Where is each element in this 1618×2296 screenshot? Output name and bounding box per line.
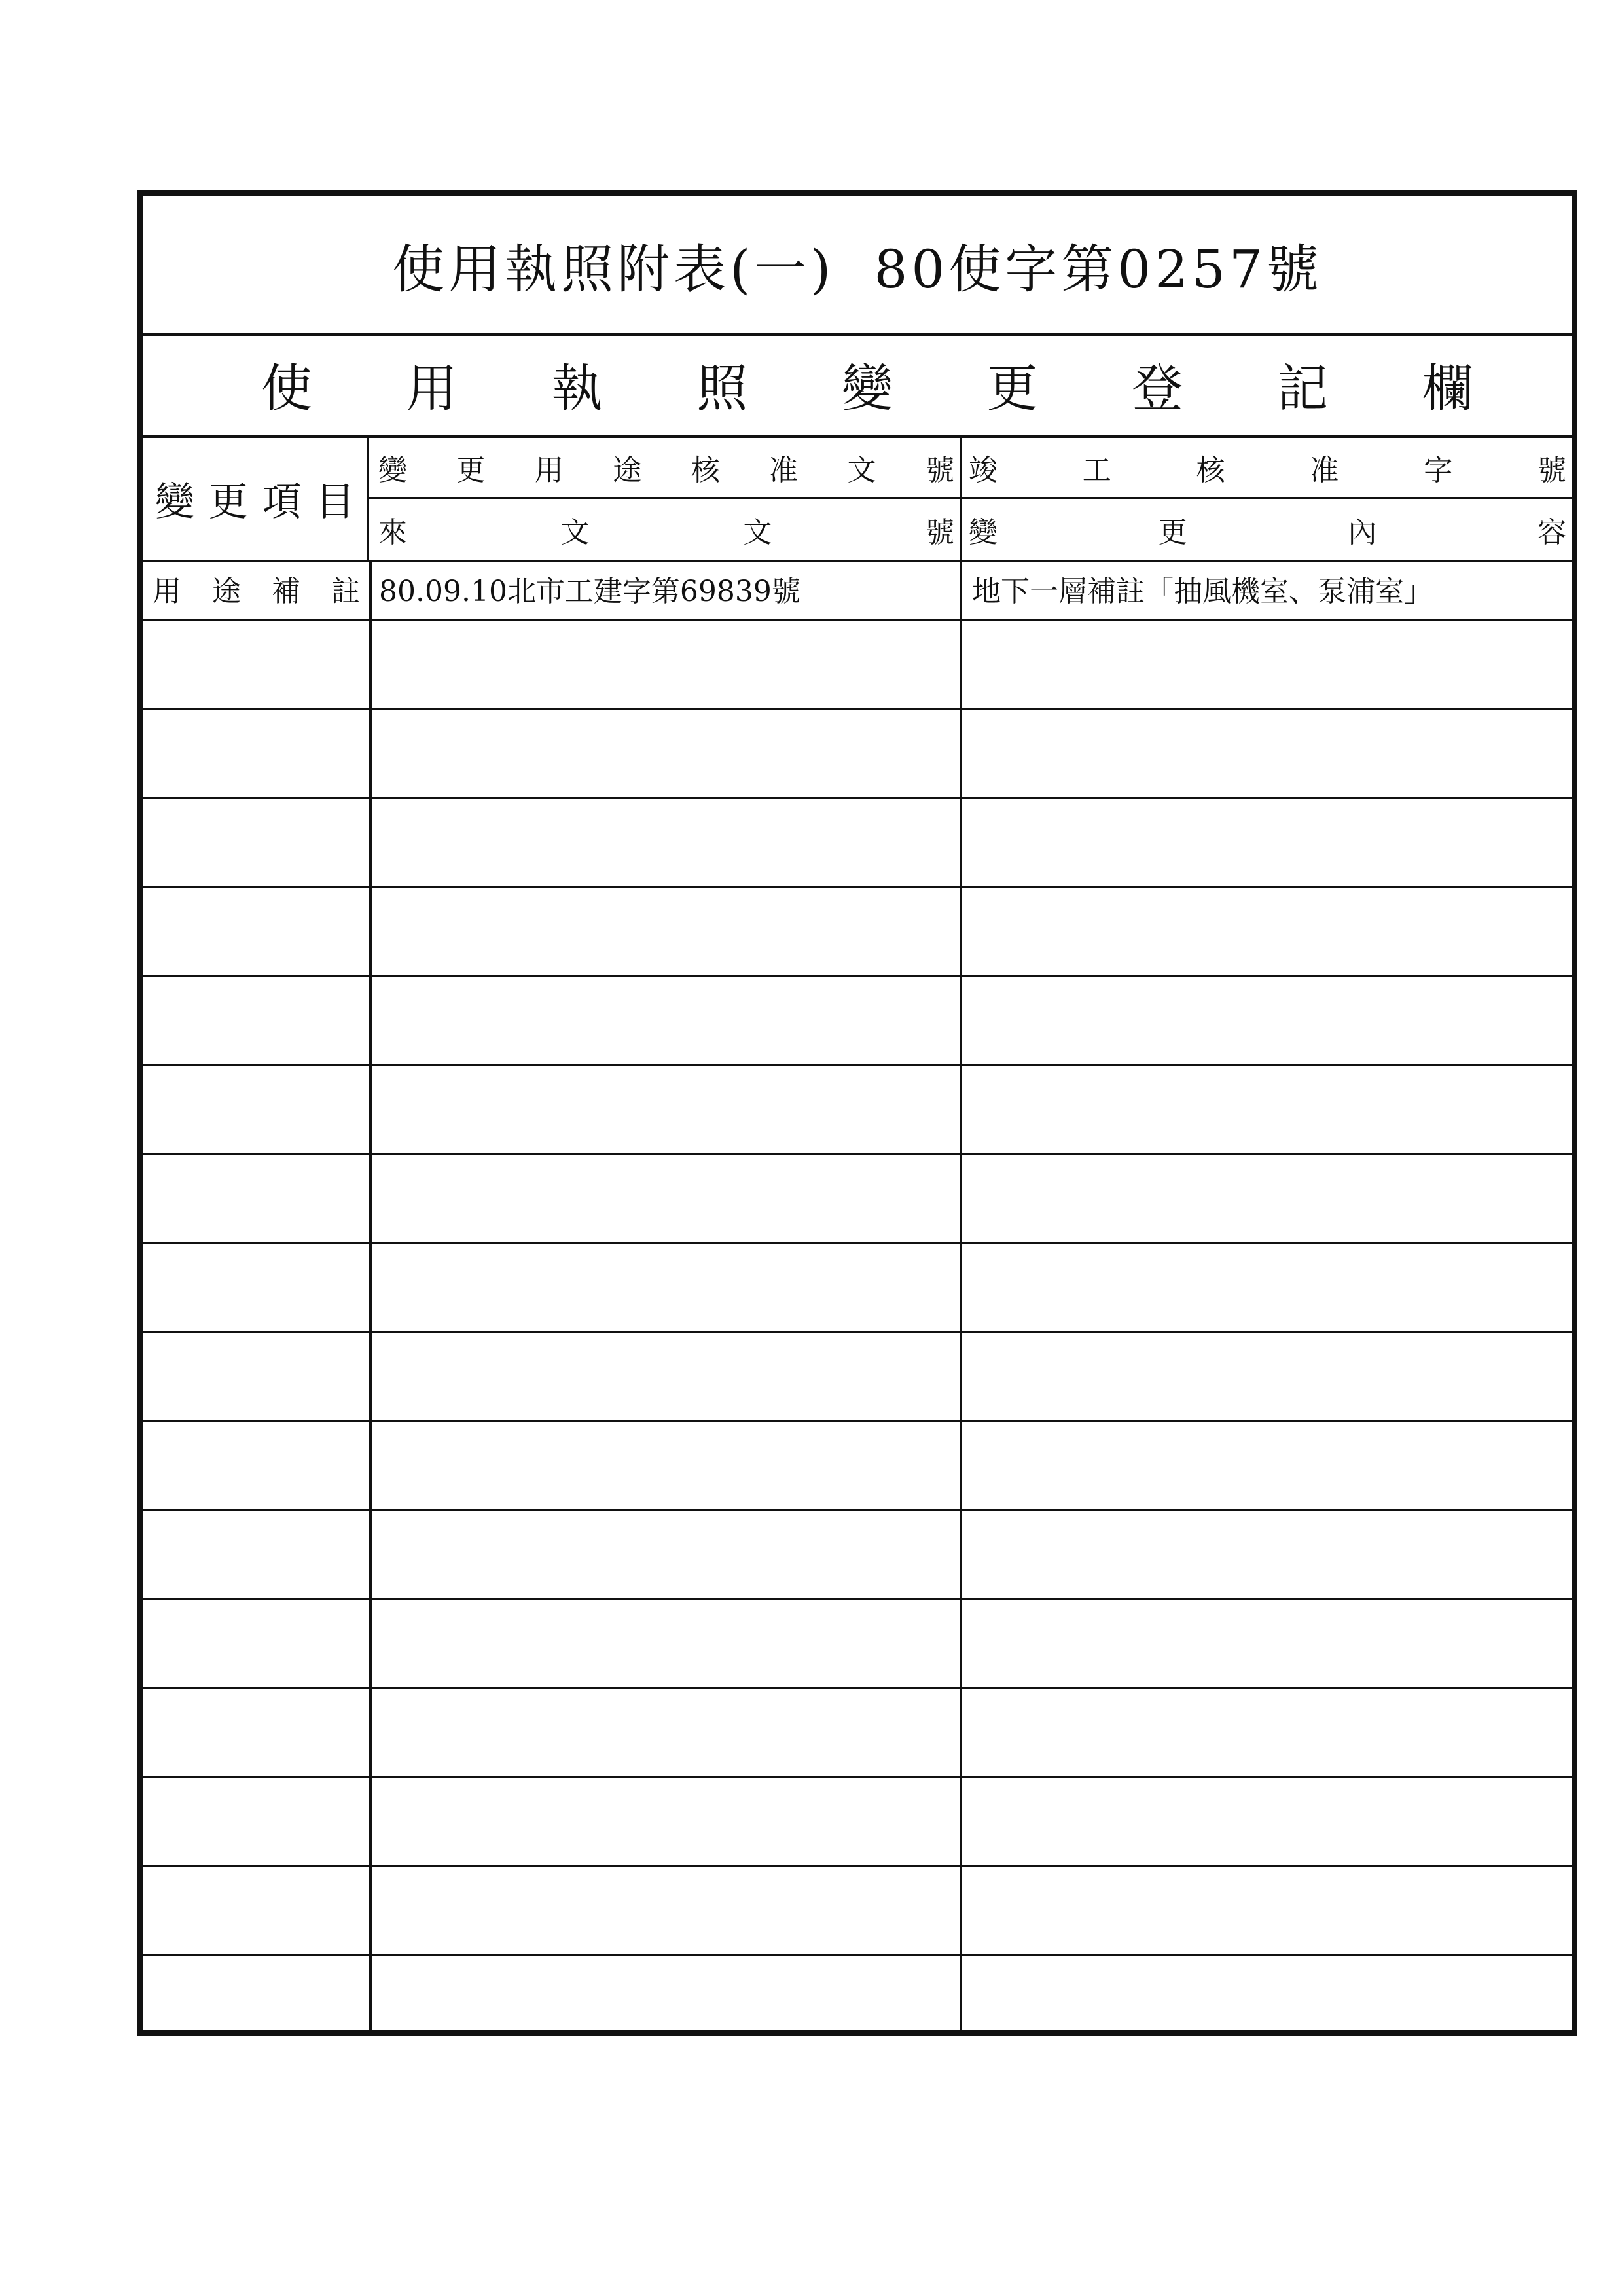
heading-char: 更 bbox=[986, 359, 1038, 418]
header-char: 更 bbox=[208, 479, 248, 525]
heading-char: 登 bbox=[1132, 359, 1183, 418]
header-char: 文 bbox=[560, 515, 590, 549]
header-char: 文 bbox=[743, 515, 772, 549]
form-title-main: 使用執照附表(一) bbox=[392, 238, 835, 300]
header-char: 內 bbox=[1348, 515, 1377, 549]
header-char: 准 bbox=[769, 454, 799, 487]
table-row bbox=[143, 1687, 1572, 1689]
heading-char: 照 bbox=[696, 359, 748, 418]
table-row bbox=[143, 1064, 1572, 1066]
table-row bbox=[143, 708, 1572, 710]
header-char: 號 bbox=[925, 515, 954, 549]
header-char: 字 bbox=[1424, 454, 1453, 487]
heading-char: 欄 bbox=[1422, 359, 1473, 418]
heading-char: 執 bbox=[551, 359, 603, 418]
header-approval-doc-no bbox=[369, 438, 960, 499]
table-header bbox=[143, 438, 1572, 562]
header-doc-column bbox=[369, 438, 962, 560]
header-char: 項 bbox=[262, 479, 302, 525]
row-change-content: 地下一層補註「抽風機室、泵浦室」 bbox=[972, 575, 1433, 608]
header-char: 用 bbox=[534, 454, 564, 487]
header-char: 核 bbox=[691, 454, 720, 487]
form-frame bbox=[137, 190, 1577, 2036]
item-char: 途 bbox=[212, 575, 241, 608]
table-row bbox=[143, 1954, 1572, 1956]
table-row bbox=[143, 1865, 1572, 1867]
header-char: 工 bbox=[1082, 454, 1111, 487]
header-char: 來 bbox=[378, 515, 407, 549]
header-incoming-doc-no bbox=[369, 499, 960, 560]
row-doc-number: 80.09.10北市工建字第69839號 bbox=[379, 575, 800, 608]
form-title bbox=[143, 196, 1572, 336]
header-char: 途 bbox=[613, 454, 642, 487]
item-char: 用 bbox=[153, 575, 181, 608]
header-char: 核 bbox=[1196, 454, 1225, 487]
header-char: 變 bbox=[378, 454, 407, 487]
header-char: 容 bbox=[1537, 515, 1566, 549]
header-char: 目 bbox=[315, 479, 355, 525]
header-char: 變 bbox=[969, 515, 998, 549]
table-row bbox=[143, 1509, 1572, 1511]
item-char: 註 bbox=[331, 575, 360, 608]
table-row bbox=[143, 1598, 1572, 1600]
header-char: 號 bbox=[925, 454, 954, 487]
header-char: 更 bbox=[456, 454, 486, 487]
heading-char: 使 bbox=[261, 359, 313, 418]
table-row bbox=[143, 975, 1572, 977]
column-divider bbox=[369, 560, 372, 2030]
table-row bbox=[143, 797, 1572, 799]
row-change-item bbox=[143, 560, 369, 617]
header-char: 號 bbox=[1537, 454, 1566, 487]
permit-number: 80使字第0257號 bbox=[874, 238, 1323, 300]
header-change-item bbox=[143, 438, 369, 560]
section-heading-text bbox=[261, 348, 1473, 421]
table-row bbox=[143, 1153, 1572, 1155]
header-char: 文 bbox=[847, 454, 876, 487]
heading-char: 變 bbox=[841, 359, 893, 418]
header-char: 竣 bbox=[969, 454, 998, 487]
section-heading bbox=[143, 333, 1572, 438]
header-change-content bbox=[960, 499, 1572, 560]
table-row bbox=[143, 1331, 1572, 1333]
table-row bbox=[143, 886, 1572, 888]
table-row bbox=[143, 619, 1572, 621]
header-content-column bbox=[960, 438, 1572, 560]
table-body bbox=[143, 560, 1572, 2030]
table-row bbox=[143, 1776, 1572, 1778]
header-char: 變 bbox=[155, 479, 194, 525]
heading-char: 用 bbox=[406, 359, 458, 418]
header-char: 准 bbox=[1310, 454, 1339, 487]
table-row bbox=[143, 1242, 1572, 1244]
column-divider bbox=[960, 560, 962, 2030]
table-row bbox=[143, 1420, 1572, 1422]
heading-char: 記 bbox=[1277, 359, 1329, 418]
item-char: 補 bbox=[272, 575, 300, 608]
header-completion-no bbox=[960, 438, 1572, 499]
header-char: 更 bbox=[1158, 515, 1187, 549]
